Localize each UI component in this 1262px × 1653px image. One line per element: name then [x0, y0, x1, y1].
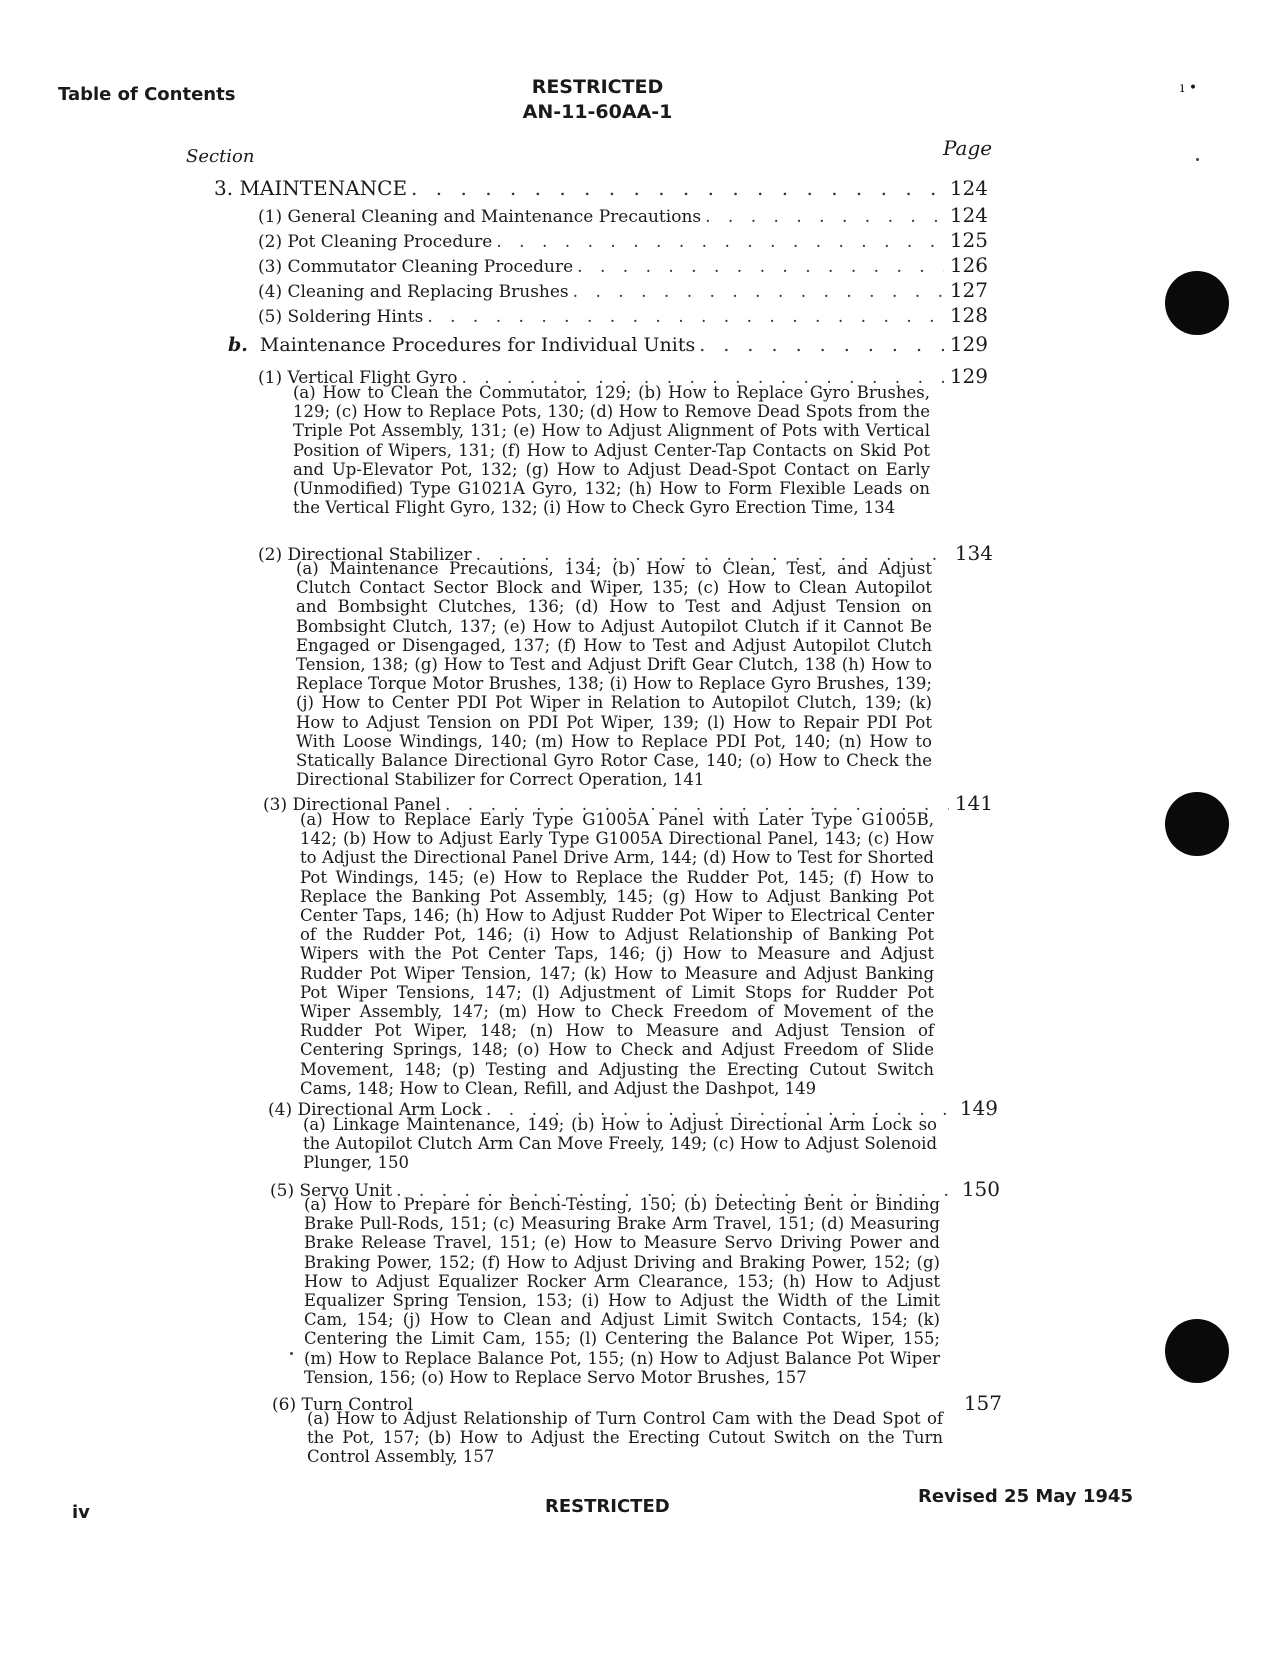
- unit-description: (a) How to Clean the Commutator, 129; (b) How to Replace Gyro Brushes, 129; (c) How to Replace Pots, 130; (d) How to Remove Dead Spots from the Triple Pot Assembly, 131; (e) How to Adjust Alignment of Pots with Vertical Position of Wipers, 131; (f) How to Adjust Center-Tap Contacts on Skid Pot and Up-Elevator Pot, 132; (g) How to Adjust Dead-Spot Contact on Early (Unmodified) Type G1021A Gyro, 132; (h) How to Form Flexible Leads on the Vertical Flight Gyro, 132; (i) How to Check Gyro Erection Time, 134: [293, 383, 930, 518]
- toc-entry-label: 3. MAINTENANCE: [214, 176, 408, 200]
- toc-entry-label: (5) Soldering Hints: [258, 307, 424, 327]
- toc-entry[interactable]: [258, 278, 988, 302]
- document-number: AN-11-60AA-1: [522, 101, 673, 123]
- toc-entry-page: 125: [949, 228, 988, 252]
- binder-hole-bottom: [1165, 1319, 1229, 1383]
- dot-leader: [573, 257, 944, 277]
- toc-entry[interactable]: [258, 303, 988, 327]
- toc-entry-page: 129: [949, 364, 988, 388]
- binder-hole-top: [1165, 271, 1229, 335]
- binder-hole-middle: [1165, 792, 1229, 856]
- toc-entry-page: 134: [954, 541, 993, 565]
- toc-entry-label: (6) Turn Control: [272, 1395, 414, 1415]
- dot-leader: [701, 207, 944, 227]
- revision-date: Revised 25 May 1945: [918, 1486, 1133, 1507]
- toc-entry-section-b[interactable]: [228, 332, 988, 356]
- toc-entry-page: 141: [954, 791, 993, 815]
- dot-leader: [407, 176, 944, 200]
- toc-entry[interactable]: [258, 203, 988, 227]
- toc-entry-label: (3) Directional Panel: [263, 795, 441, 815]
- unit-description: (a) Maintenance Precautions, 134; (b) How to Clean, Test, and Adjust Clutch Contact Sector Block and Wiper, 135; (c) How to Clean Autopilot and Bombsight Clutches, 136; (d) How to Test and Adjust Tension on Bombsight Clutch, 137; (e) How to Adjust Autopilot Clutch if it Cannot Be Engaged or Disengaged, 137; (f) How to Test and Adjust Autopilot Clutch Tension, 138; (g) How to Test and Adjust Drift Gear Clutch, 138 (h) How to Replace Torque Motor Brushes, 138; (i) How to Replace Gyro Brushes, 139; (j) How to Center PDI Pot Wiper in Relation to Autopilot Clutch, 139; (k) How to Adjust Tension on PDI Pot Wiper, 139; (l) How to Repair PDI Pot With Loose Windings, 140; (m) How to Replace PDI Pot, 140; (n) How to Statically Balance Directional Gyro Rotor Case, 140; (o) How to Check the Directional Stabilizer for Correct Operation, 141: [296, 559, 932, 790]
- speck-mark: [1196, 158, 1199, 161]
- dot-leader: [695, 334, 944, 356]
- toc-entry-page: 150: [961, 1177, 1000, 1201]
- unit-description: (a) How to Replace Early Type G1005A Panel with Later Type G1005B, 142; (b) How to Adjust Early Type G1005A Directional Panel, 143; (c) How to Adjust the Directional Panel Drive Arm, 144; (d) How to Test for Shorted Pot Windings, 145; (e) How to Replace the Rudder Pot, 145; (f) How to Replace the Banking Pot Assembly, 145; (g) How to Adjust Banking Pot Center Taps, 146; (h) How to Adjust Rudder Pot Wiper to Electrical Center of the Rudder Pot, 146; (i) How to Adjust Relationship of Banking Pot Wipers with the Pot Center Taps, 146; (j) How to Measure and Adjust Rudder Pot Wiper Tension, 147; (k) How to Measure and Adjust Banking Pot Wiper Tensions, 147; (l) Adjustment of Limit Stops for Rudder Pot Wiper Assembly, 147; (m) How to Check Freedom of Movement of the Rudder Pot Wiper, 148; (n) How to Measure and Adjust Tension of Centering Springs, 148; (o) How to Check and Adjust Freedom of Slide Movement, 148; (p) Testing and Adjusting the Erecting Cutout Switch Cams, 148; How to Clean, Refill, and Adjust the Dashpot, 149: [300, 810, 934, 1098]
- toc-entry-label: Maintenance Procedures for Individual Units: [259, 334, 696, 356]
- dot-leader: [423, 307, 944, 327]
- classification-bottom: RESTRICTED: [545, 1496, 670, 1517]
- toc-entry-page: 129: [949, 332, 988, 356]
- unit-description: (a) Linkage Maintenance, 149; (b) How to Adjust Directional Arm Lock so the Autopilot Clutch Arm Can Move Freely, 149; (c) How to Adjust Solenoid Plunger, 150: [303, 1115, 937, 1173]
- speck-mark: [290, 1352, 293, 1355]
- toc-entry-label: (2) Directional Stabilizer: [258, 545, 472, 565]
- toc-entry-page: 124: [949, 176, 988, 200]
- toc-entry-label: (5) Servo Unit: [270, 1181, 393, 1201]
- toc-entry-label: (4) Cleaning and Replacing Brushes: [258, 282, 569, 302]
- section-letter: b.: [228, 334, 248, 356]
- classification-top: RESTRICTED: [531, 76, 664, 98]
- toc-entry[interactable]: [258, 228, 988, 252]
- toc-entry[interactable]: [258, 253, 988, 277]
- unit-description: (a) How to Prepare for Bench-Testing, 150; (b) Detecting Bent or Binding Brake Pull-Rods, 151; (c) Measuring Brake Arm Travel, 151; (d) Measuring Brake Release Travel, 151; (e) How to Measure Servo Driving Power and Braking Power, 152; (f) How to Adjust Driving and Braking Power, 152; (g) How to Adjust Equalizer Rocker Arm Clearance, 153; (h) How to Adjust Equalizer Spring Tension, 153; (i) How to Adjust the Width of the Limit Cam, 154; (j) How to Clean and Adjust Limit Switch Contacts, 154; (k) Centering the Limit Cam, 155; (l) Centering the Balance Pot Wiper, 155; (m) How to Replace Balance Pot, 155; (n) How to Adjust Balance Pot Wiper Tension, 156; (o) How to Replace Servo Motor Brushes, 157: [304, 1195, 940, 1387]
- toc-entry-section-3[interactable]: [214, 176, 988, 200]
- toc-entry-page: 127: [949, 278, 988, 302]
- corner-marks: ı •: [1180, 80, 1198, 96]
- dot-leader: [492, 232, 944, 252]
- toc-entry-label: (1) Vertical Flight Gyro: [258, 368, 458, 388]
- running-head: Table of Contents: [58, 84, 236, 105]
- toc-entry-label: (1) General Cleaning and Maintenance Precautions: [258, 207, 702, 227]
- toc-entry-label: (4) Directional Arm Lock: [268, 1100, 482, 1120]
- toc-entry-page: 128: [949, 303, 988, 327]
- toc-entry-page: 157: [963, 1391, 1002, 1415]
- toc-entry-label: (2) Pot Cleaning Procedure: [258, 232, 493, 252]
- toc-entry-page: 149: [959, 1096, 998, 1120]
- page-number: iv: [72, 1502, 90, 1523]
- page-column-header: Page: [943, 136, 993, 160]
- toc-entry-page: 124: [949, 203, 988, 227]
- unit-description: (a) How to Adjust Relationship of Turn Control Cam with the Dead Spot of the Pot, 157; (b) How to Adjust the Erecting Cutout Switch on the Turn Control Assembly, 157: [307, 1409, 943, 1467]
- toc-entry-page: 126: [949, 253, 988, 277]
- section-column-header: Section: [186, 146, 255, 167]
- toc-entry-label: (3) Commutator Cleaning Procedure: [258, 257, 574, 277]
- dot-leader: [569, 282, 944, 302]
